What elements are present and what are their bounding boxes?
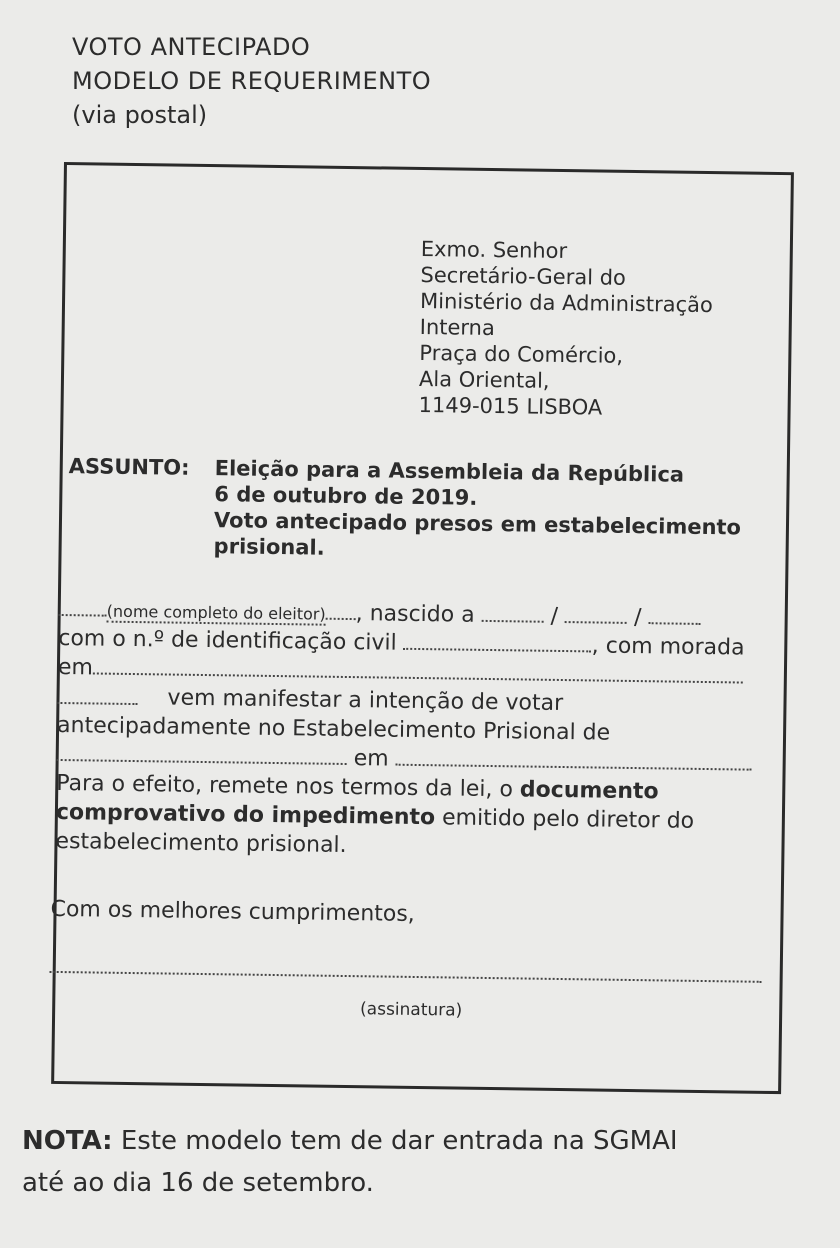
subject-label: ASSUNTO: (68, 454, 190, 480)
birth-year-field[interactable] (648, 622, 700, 625)
subject-line: 6 de outubro de 2019. (214, 482, 478, 510)
note-label: NOTA: (22, 1126, 113, 1156)
subject-line: Eleição para a Assembleia da República (214, 456, 685, 487)
prison-location-field[interactable] (396, 764, 752, 771)
recipient-line: 1149-015 LISBOA (418, 392, 603, 420)
recipient-line: Exmo. Senhor (420, 236, 568, 264)
born-label: , nascido a (355, 601, 475, 628)
note-text-1: Este modelo tem de dar entrada na SGMAI (120, 1126, 678, 1156)
subject-block (68, 453, 769, 560)
recipient-line: Praça do Comércio, (419, 340, 624, 368)
purpose-end: estabelecimento prisional. (55, 828, 347, 859)
subject-line: prisional. (213, 534, 325, 560)
id-number-field[interactable] (404, 648, 592, 653)
document-header (72, 30, 431, 132)
date-separator: / (550, 603, 559, 629)
note (22, 1120, 812, 1204)
note-text-2: até ao dia 16 de setembro. (22, 1168, 374, 1198)
header-note: (via postal) (72, 101, 208, 129)
em-label-2: em (353, 746, 389, 772)
subject-line: Voto antecipado presos em estabelecimento (213, 508, 742, 540)
date-separator: / (633, 605, 642, 631)
name-field-start[interactable] (59, 614, 107, 617)
prison-name-field[interactable] (57, 759, 347, 765)
purpose-bold-1: documento (519, 777, 659, 805)
purpose-start: Para o efeito, remete nos termos da lei, o (56, 770, 521, 803)
prison-text: antecipadamente no Estabelecimento Prisional de (56, 712, 611, 746)
closing-text: Com os melhores cumprimentos, (50, 896, 415, 927)
name-field-end[interactable] (326, 618, 356, 620)
recipient-line: Ministério da Administração (419, 288, 713, 318)
purpose-paragraph (55, 769, 766, 866)
address-field[interactable] (93, 672, 743, 683)
recipient-line: Ala Oriental, (418, 366, 550, 393)
form-frame (51, 162, 794, 1094)
recipient-address (418, 236, 713, 422)
address-field-cont[interactable] (57, 702, 137, 705)
purpose-mid: emitido pelo diretor do (434, 805, 695, 834)
recipient-line: Secretário-Geral do (420, 262, 627, 290)
em-label: em (57, 654, 94, 681)
purpose-bold-2: comprovativo do impedimento (55, 799, 436, 831)
birth-month-field[interactable] (565, 621, 627, 624)
recipient-line: Interna (419, 314, 496, 341)
intent-text: vem manifestar a intenção de votar (167, 685, 564, 717)
header-subtitle: MODELO DE REQUERIMENTO (72, 67, 432, 95)
birth-day-field[interactable] (482, 620, 544, 623)
header-title: VOTO ANTECIPADO (72, 33, 311, 61)
id-label: com o n.º de identificação civil (58, 625, 397, 656)
form-body (55, 595, 769, 866)
signature-field[interactable] (50, 971, 762, 983)
address-label: , com morada (591, 633, 745, 661)
signature-label: (assinatura) (359, 999, 463, 1021)
name-hint: (nome completo do eleitor) (106, 601, 326, 624)
